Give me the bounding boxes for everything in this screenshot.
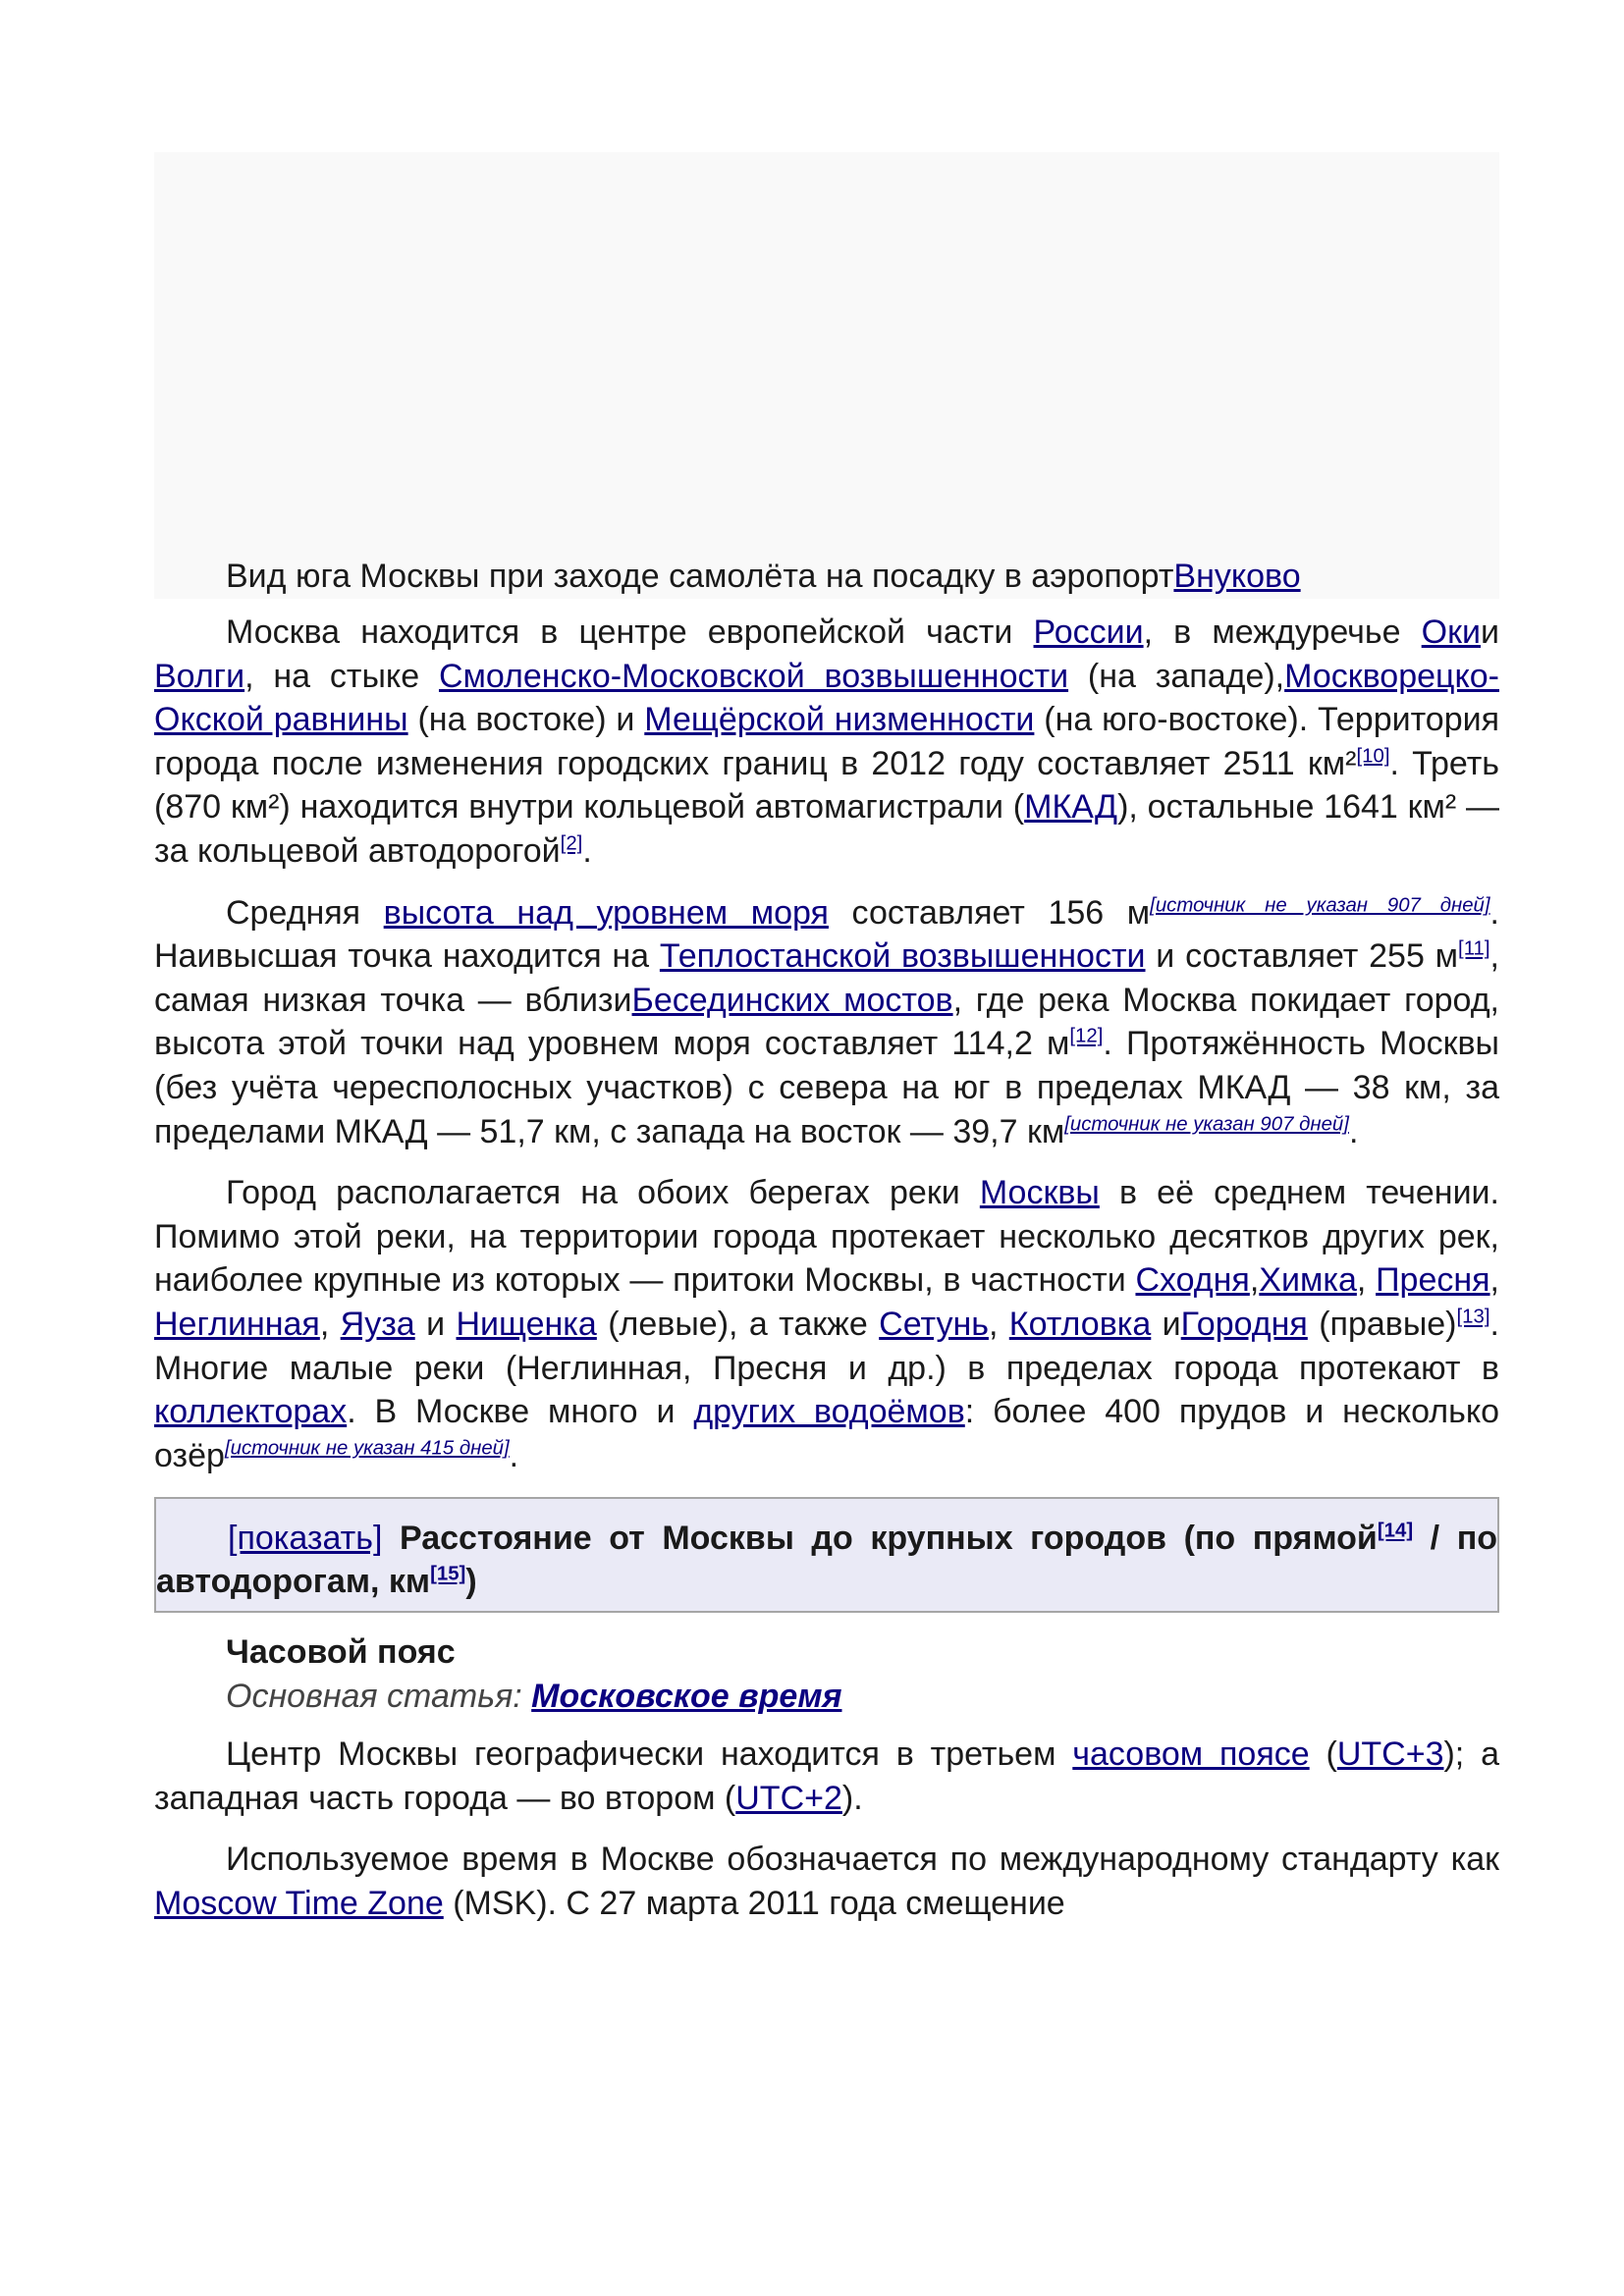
figure-placeholder bbox=[154, 152, 1499, 599]
link-setun[interactable]: Сетунь bbox=[879, 1305, 989, 1343]
citation-needed-2[interactable]: [источник не указан 907 дней] bbox=[1064, 1113, 1349, 1136]
link-mkad[interactable]: МКАД bbox=[1024, 788, 1118, 827]
ref-2[interactable]: [2] bbox=[560, 832, 583, 855]
link-utc2[interactable]: UTC+2 bbox=[735, 1779, 842, 1817]
section-heading-timezone: Часовой пояс bbox=[226, 1633, 456, 1672]
link-presnya[interactable]: Пресня bbox=[1376, 1261, 1490, 1300]
distances-box-title: [показать] Расстояние от Москвы до крупных городов (по прямой[14] / по автодорогам, км[15]) bbox=[156, 1520, 1497, 1601]
show-toggle-button[interactable]: [показать] bbox=[228, 1520, 383, 1558]
link-kotlovka[interactable]: Котловка bbox=[1008, 1305, 1152, 1343]
link-nishchenka[interactable]: Нищенка bbox=[456, 1305, 597, 1343]
paragraph-timezone: Центр Москвы географически находится в третьем часовом поясе (UTC+3); а западная часть города — во втором (UTC+2). bbox=[154, 1735, 1500, 1817]
link-khimka[interactable]: Химка bbox=[1259, 1261, 1357, 1300]
link-utc3[interactable]: UTC+3 bbox=[1336, 1735, 1444, 1774]
link-russia[interactable]: России bbox=[1033, 614, 1144, 651]
link-skhodnya[interactable]: Сходня bbox=[1135, 1261, 1250, 1300]
ref-12[interactable]: [12] bbox=[1069, 1026, 1104, 1048]
paragraph-location: Москва находится в центре европейской части России, в междуречье Окии Волги, на стыке Смоленско-Московской возвышенности (на западе),Москворецко-Окской равнины (на востоке) и Мещёрской низменности (на юго-востоке). Территория города после изменения городских границ в 2012 году составляет 2511 км²[10]. Треть (870 км²) находится внутри кольцевой автомагистрали (МКАД), остальные 1641 км² — за кольцевой автодорогой[2]. bbox=[154, 614, 1500, 870]
distances-collapsible-box bbox=[154, 1497, 1499, 1613]
citation-needed-1[interactable]: [источник не указан 907 дней] bbox=[1150, 894, 1490, 917]
link-moskva-river[interactable]: Москвы bbox=[979, 1174, 1100, 1212]
ref-10[interactable]: [10] bbox=[1356, 745, 1390, 768]
link-vnukovo[interactable]: Внуково bbox=[1173, 558, 1301, 595]
link-other-water-bodies[interactable]: других водоёмов bbox=[693, 1393, 965, 1431]
link-elevation[interactable]: высота над уровнем моря bbox=[383, 893, 829, 932]
paragraph-elevation: Средняя высота над уровнем моря составляет 156 м[источник не указан 907 дней]. Наивысшая точка находится на Теплостанской возвышенности и составляет 255 м[11], самая низкая точка — вблизиБесединских мостов, где река Москва покидает город, высота этой точки над уровнем моря составляет 114,2 м[12]. Протяжённость Москвы (без учёта чересполосных участков) с севера на юг в пределах МКАД — 38 км, за пределами МКАД — 51,7 км, с запада на восток — 39,7 км[источник не указан 907 дней]. bbox=[154, 893, 1499, 1150]
link-besedinsky-bridges[interactable]: Бесединских мостов bbox=[631, 981, 953, 1019]
paragraph-msk: Используемое время в Москве обозначается по международному стандарту как Moscow Time Zone (MSK). С 27 марта 2011 года смещение bbox=[154, 1841, 1499, 1923]
link-volga[interactable]: Волги bbox=[154, 657, 245, 695]
link-collectors[interactable]: коллекторах bbox=[154, 1393, 348, 1431]
link-teplostan-upland[interactable]: Теплостанской возвышенности bbox=[659, 937, 1146, 976]
citation-needed-3[interactable]: [источник не указан 415 дней] bbox=[224, 1437, 510, 1460]
ref-14[interactable]: [14] bbox=[1377, 1520, 1414, 1542]
paragraph-rivers: Город располагается на обоих берегах реки Москвы в её среднем течении. Помимо этой реки, на территории города протекает несколько десятков других рек, наиболее крупные из которых — притоки Москвы, в частности Сходня,Химка, Пресня, Неглинная, Яуза и Нищенка (левые), а также Сетунь, Котловка иГородня (правые)[13]. Многие малые реки (Неглинная, Пресня и др.) в пределах города протекают в коллекторах. В Москве много и других водоёмов: более 400 прудов и несколько озёр[источник не указан 415 дней]. bbox=[154, 1174, 1499, 1474]
article-content bbox=[154, 152, 1499, 1926]
link-smolensk-upland[interactable]: Смоленско-Московской возвышенности bbox=[438, 657, 1069, 695]
link-moscow-time-zone[interactable]: Moscow Time Zone bbox=[154, 1885, 444, 1923]
ref-13[interactable]: [13] bbox=[1456, 1306, 1490, 1328]
link-time-zone[interactable]: часовом поясе bbox=[1072, 1735, 1310, 1774]
main-article-note: Основная статья: Московское время bbox=[226, 1678, 842, 1716]
ref-15[interactable]: [15] bbox=[430, 1563, 466, 1585]
link-yauza[interactable]: Яуза bbox=[340, 1305, 415, 1343]
figure-caption: Вид юга Москвы при заходе самолёта на посадку в аэропортВнуково bbox=[226, 558, 1301, 595]
link-gorodnya[interactable]: Городня bbox=[1180, 1305, 1308, 1343]
link-moskvoretsk-plain[interactable]: Москворецко-Окской равнины bbox=[154, 657, 1499, 739]
ref-11[interactable]: [11] bbox=[1458, 937, 1490, 960]
link-meshchera-lowland[interactable]: Мещёрской низменности bbox=[644, 701, 1035, 739]
link-neglinnaya[interactable]: Неглинная bbox=[154, 1305, 320, 1343]
link-moscow-time[interactable]: Московское время bbox=[531, 1678, 842, 1716]
link-oka[interactable]: Оки bbox=[1421, 614, 1481, 651]
